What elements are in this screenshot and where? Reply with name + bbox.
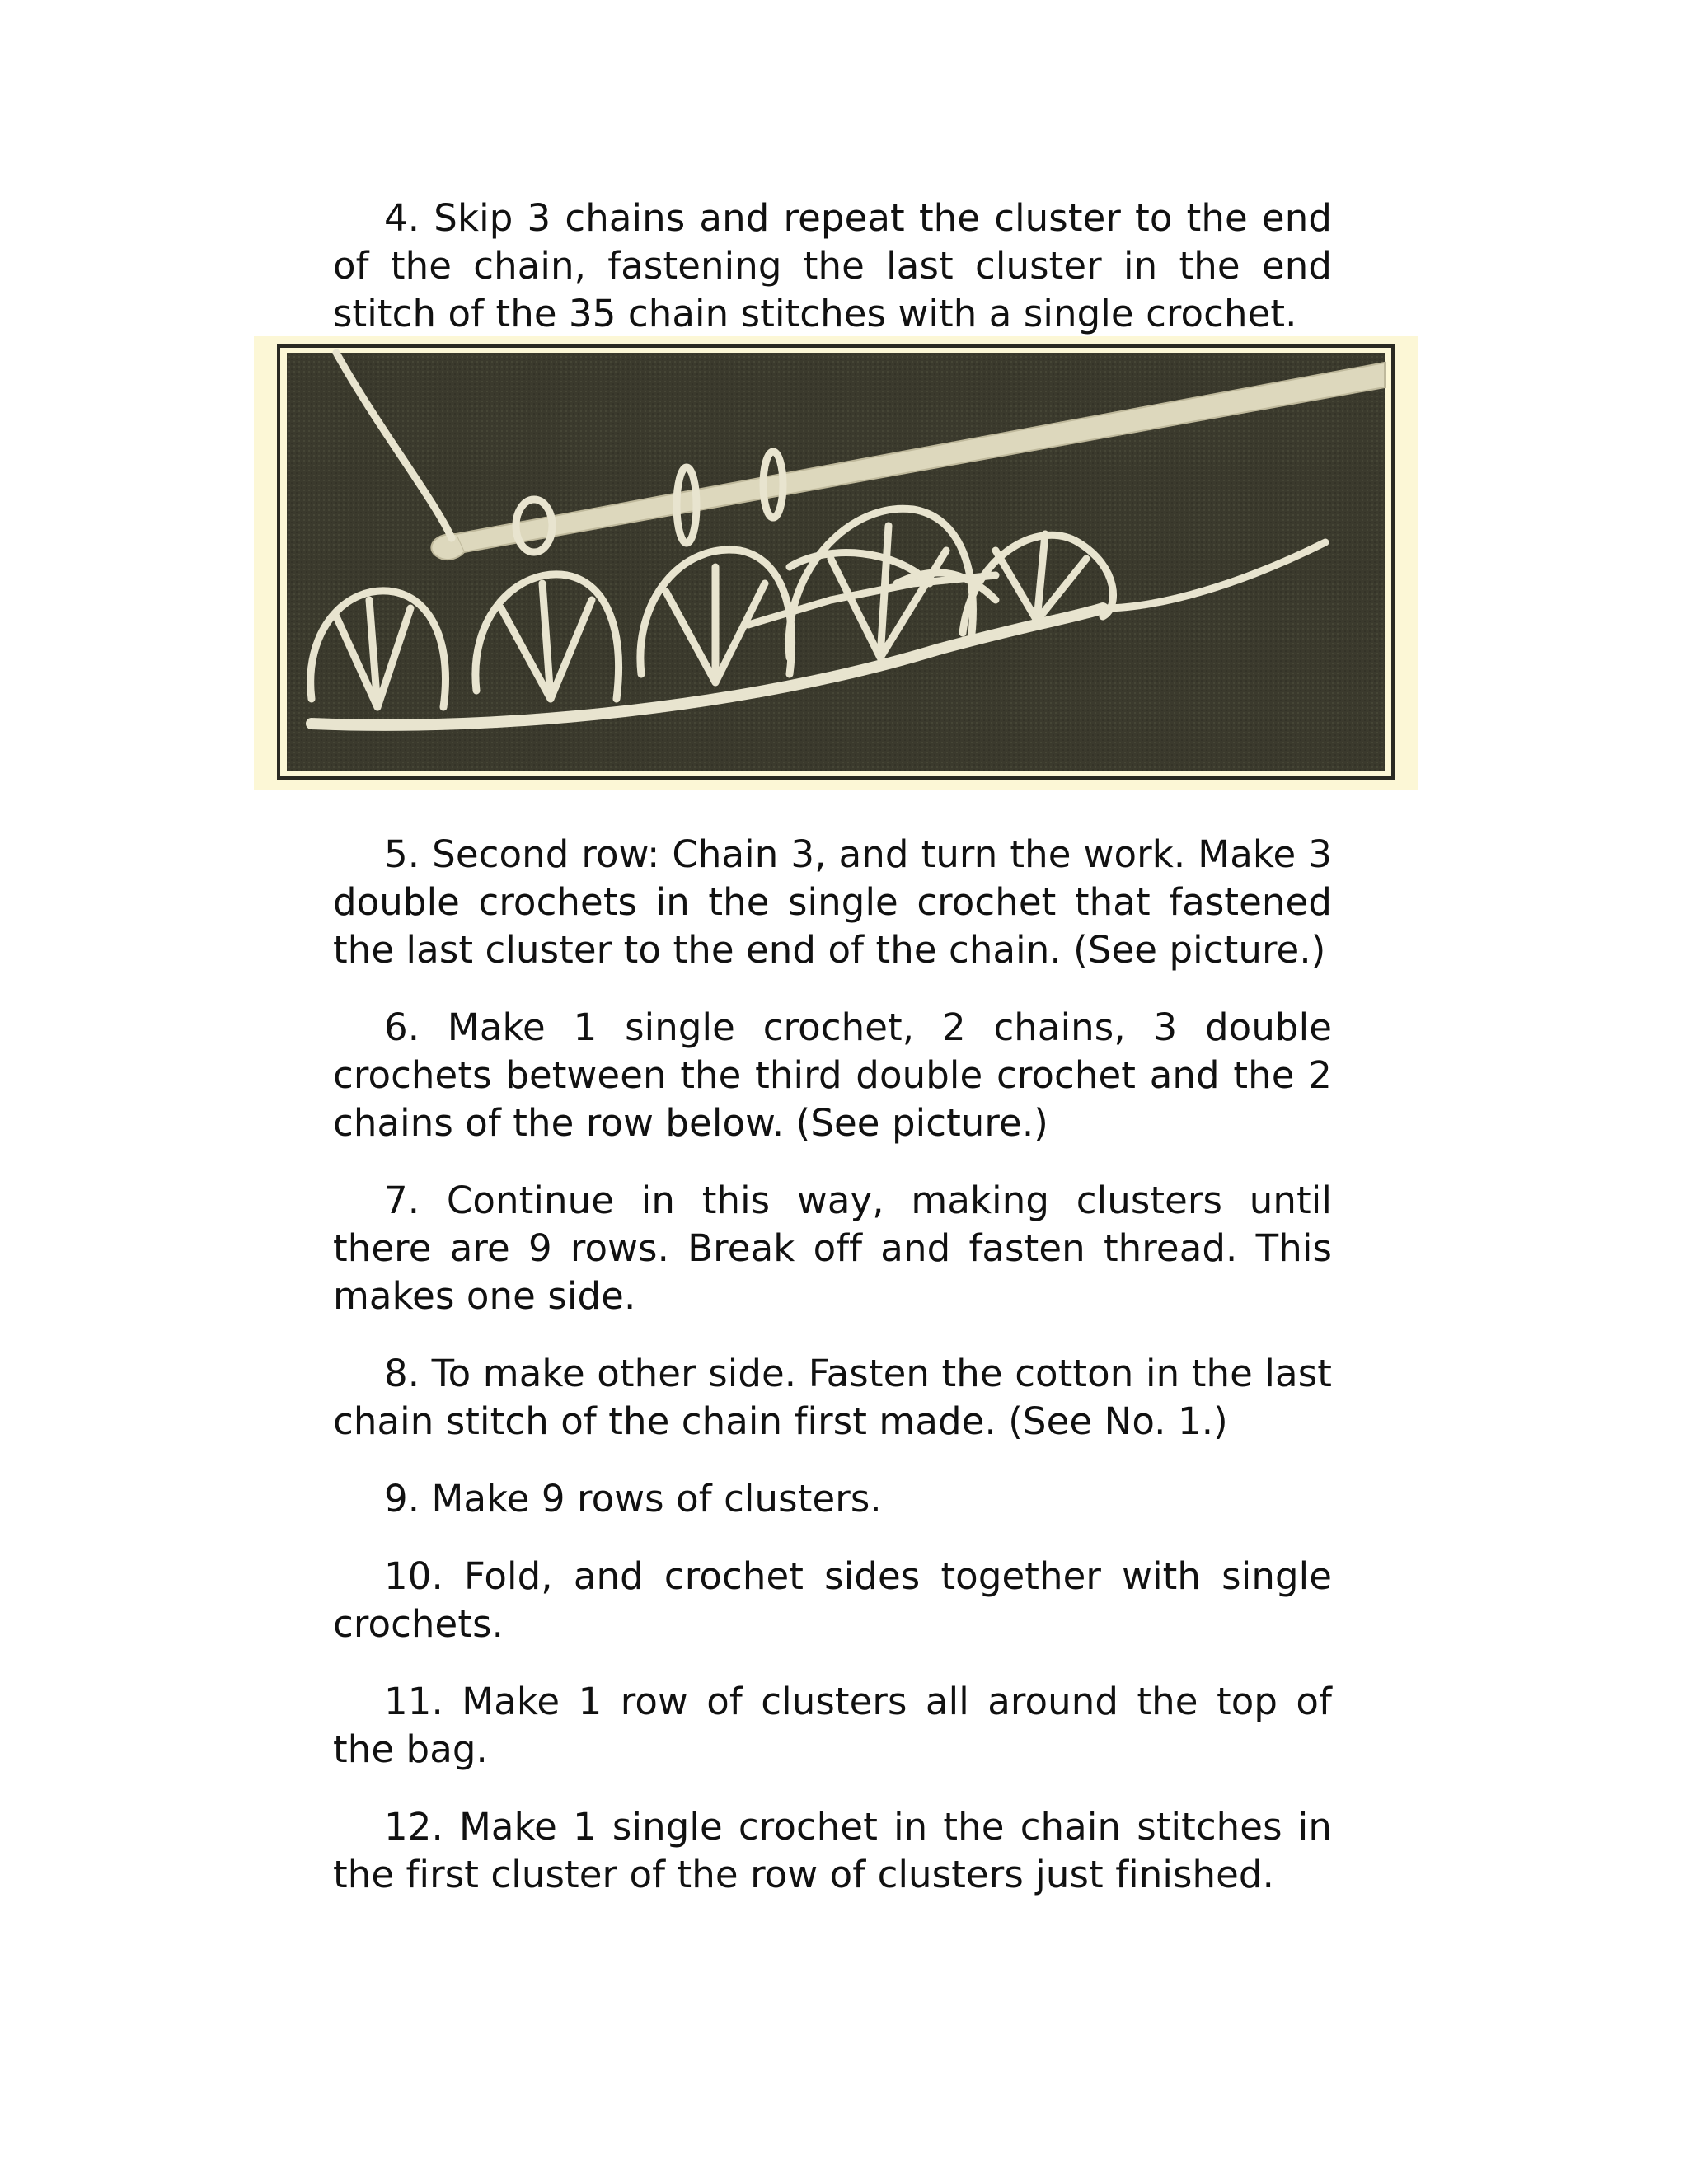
- crochet-illustration: [254, 336, 1418, 790]
- step-6: 6. Make 1 single crochet, 2 chains, 3 double crochets between the third double crochet and the 2 chains of the row below. (See picture.): [333, 1005, 1332, 1145]
- step-11: 11. Make 1 row of clusters all around the top of the bag.: [333, 1680, 1332, 1771]
- step-4: 4. Skip 3 chains and repeat the cluster to the end of the chain, fastening the last cluster in the end stitch of the 35 chain stitches with a single crochet.: [333, 196, 1332, 335]
- crochet-photo: [254, 336, 1418, 790]
- step-12: 12. Make 1 single crochet in the chain stitches in the first cluster of the row of clusters just finished.: [333, 1805, 1332, 1896]
- text-block-bottom: [333, 831, 1332, 1929]
- step-7: 7. Continue in this way, making clusters until there are 9 rows. Break off and fasten thread. This makes one side.: [333, 1179, 1332, 1318]
- step-5: 5. Second row: Chain 3, and turn the work. Make 3 double crochets in the single crochet that fastened the last cluster to the end of the chain. (See picture.): [333, 832, 1332, 972]
- step-10: 10. Fold, and crochet sides together with single crochets.: [333, 1554, 1332, 1646]
- step-8: 8. To make other side. Fasten the cotton in the last chain stitch of the chain first made. (See No. 1.): [333, 1352, 1332, 1443]
- step-9: 9. Make 9 rows of clusters.: [384, 1477, 882, 1521]
